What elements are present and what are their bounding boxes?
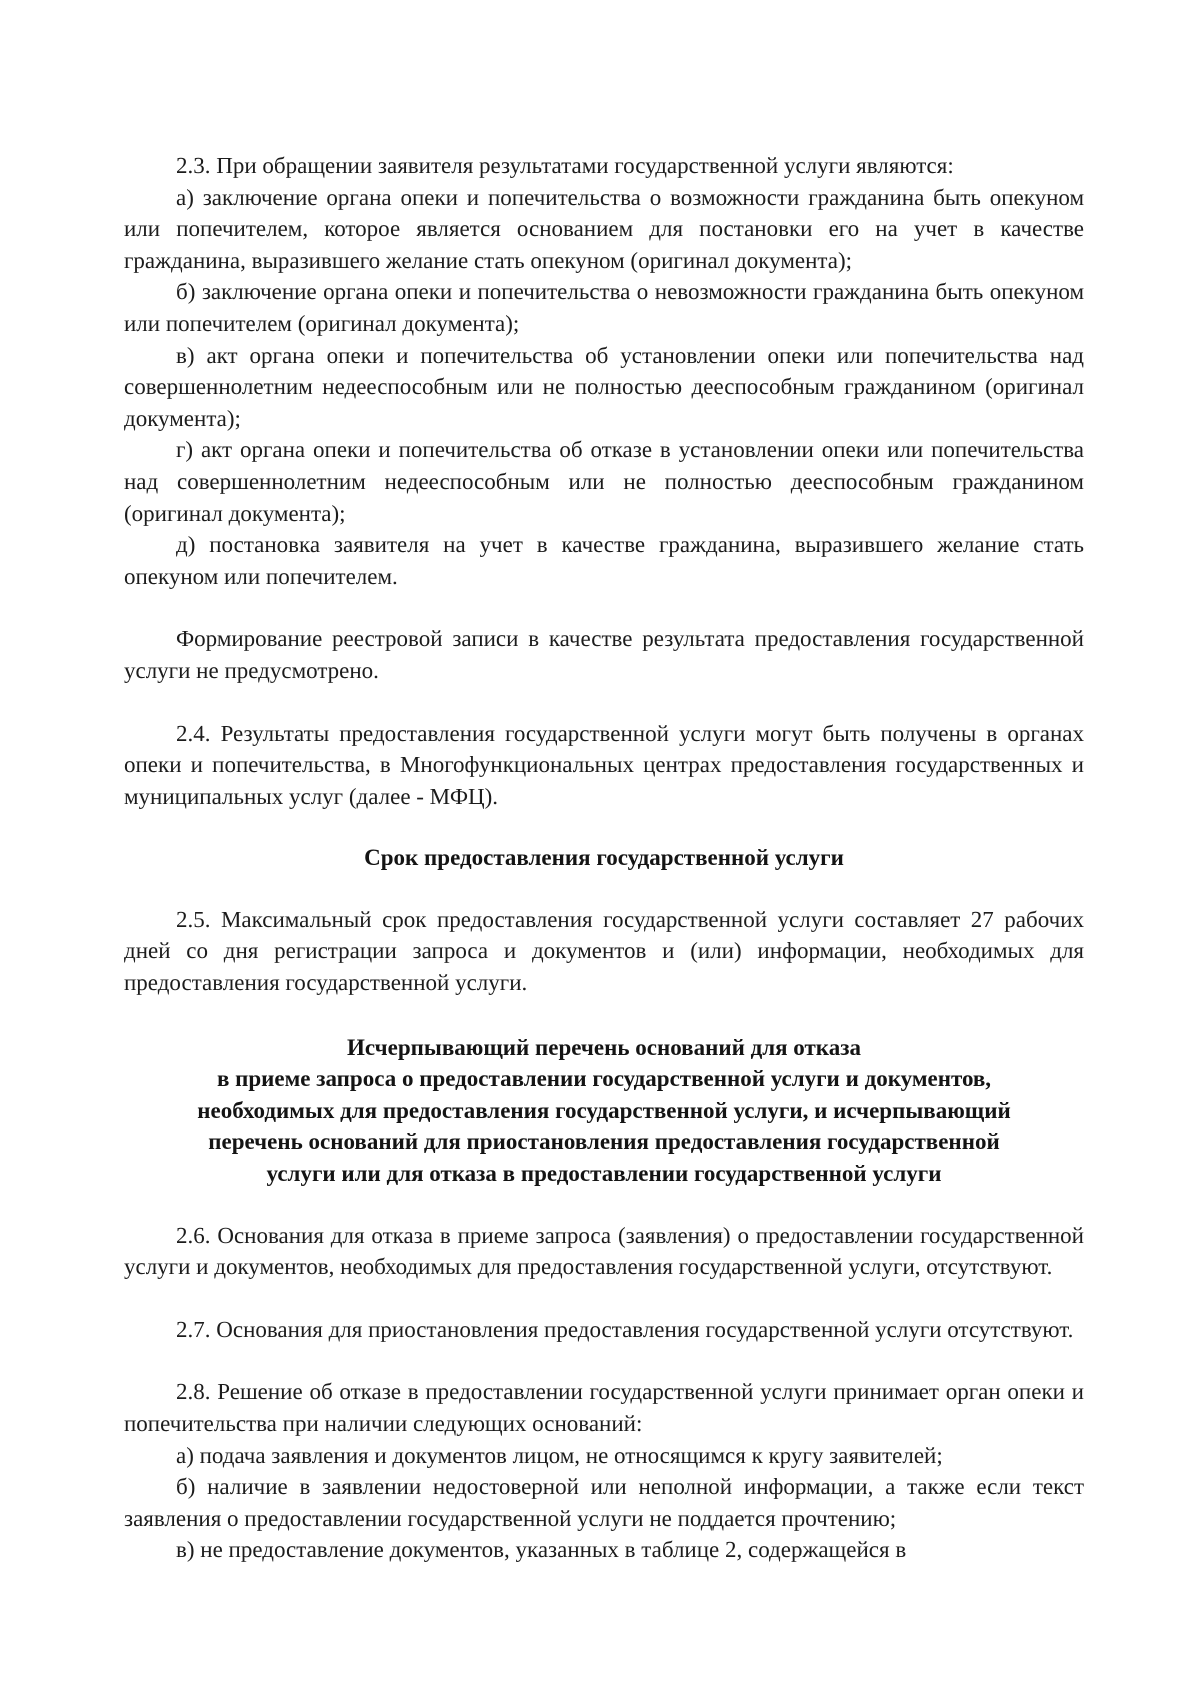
paragraph-2-3-intro: 2.3. При обращении заявителя результатами государственной услуги являются: bbox=[176, 153, 954, 178]
heading-line: перечень оснований для приостановления предоставления государственной bbox=[208, 1129, 1000, 1155]
section-heading-grounds bbox=[124, 1032, 1084, 1190]
paragraph-2-5: 2.5. Максимальный срок предоставления государственной услуги составляет 27 рабочих дней со дня регистрации запроса и документов и (или) информации, необходимых для предоставления государственной услуги. bbox=[124, 906, 1084, 996]
list-item-2-3-g: г) акт органа опеки и попечительства об отказе в установлении опеки или попечительства над совершеннолетним недееспособным или не полностью дееспособным гражданином (оригинал документа); bbox=[124, 437, 1084, 526]
list-item-2-8-b: б) наличие в заявлении недостоверной или неполной информации, а также если текст заявления о предоставлении государственной услуги не поддается прочтению; bbox=[124, 1474, 1084, 1531]
list-item-2-3-b: б) заключение органа опеки и попечительства о невозможности гражданина быть опекуном или попечителем (оригинал документа); bbox=[124, 279, 1084, 336]
heading-line: необходимых для предоставления государственной услуги, и исчерпывающий bbox=[197, 1097, 1011, 1123]
paragraph-registry-record: Формирование реестровой записи в качестве результата предоставления государственной услуги не предусмотрено. bbox=[124, 626, 1084, 683]
list-item-2-3-d: д) постановка заявителя на учет в качестве гражданина, выразившего желание стать опекуном или попечителем. bbox=[124, 532, 1084, 589]
paragraph-2-7: 2.7. Основания для приостановления предоставления государственной услуги отсутствуют. bbox=[176, 1316, 1074, 1342]
list-item-2-8-a: а) подача заявления и документов лицом, не относящимся к кругу заявителей; bbox=[176, 1442, 943, 1468]
list-item-2-3-v: в) акт органа опеки и попечительства об установлении опеки или попечительства над совершеннолетним недееспособным или не полностью дееспособным гражданином (оригинал документа); bbox=[124, 342, 1084, 431]
paragraph-2-8-intro: 2.8. Решение об отказе в предоставлении государственной услуги принимает орган опеки и попечительства при наличии следующих оснований: bbox=[124, 1379, 1084, 1436]
heading-line: услуги или для отказа в предоставлении государственной услуги bbox=[266, 1161, 942, 1187]
paragraph-2-6: 2.6. Основания для отказа в приеме запроса (заявления) о предоставлении государственной услуги и документов, необходимых для предоставления государственной услуги, отсутствуют. bbox=[124, 1222, 1084, 1280]
list-item-2-8-v: в) не предоставление документов, указанных в таблице 2, содержащейся в bbox=[176, 1537, 907, 1563]
heading-line: Исчерпывающий перечень оснований для отказа bbox=[347, 1034, 861, 1060]
section-heading-term: Срок предоставления государственной услуги bbox=[364, 845, 844, 871]
list-item-2-3-a: а) заключение органа опеки и попечительства о возможности гражданина быть опекуном или попечителем, которое является основанием для постановки его на учет в качестве гражданина, выразившего желание стать опекуном (оригинал документа); bbox=[124, 184, 1084, 273]
heading-line: в приеме запроса о предоставлении государственной услуги и документов, bbox=[216, 1066, 992, 1092]
paragraph-2-4: 2.4. Результаты предоставления государственной услуги могут быть получены в органах опеки и попечительства, в Многофункциональных центрах предоставления государственных и муниципальных услуг (далее - МФЦ). bbox=[124, 720, 1084, 809]
document-body bbox=[124, 150, 1084, 1566]
